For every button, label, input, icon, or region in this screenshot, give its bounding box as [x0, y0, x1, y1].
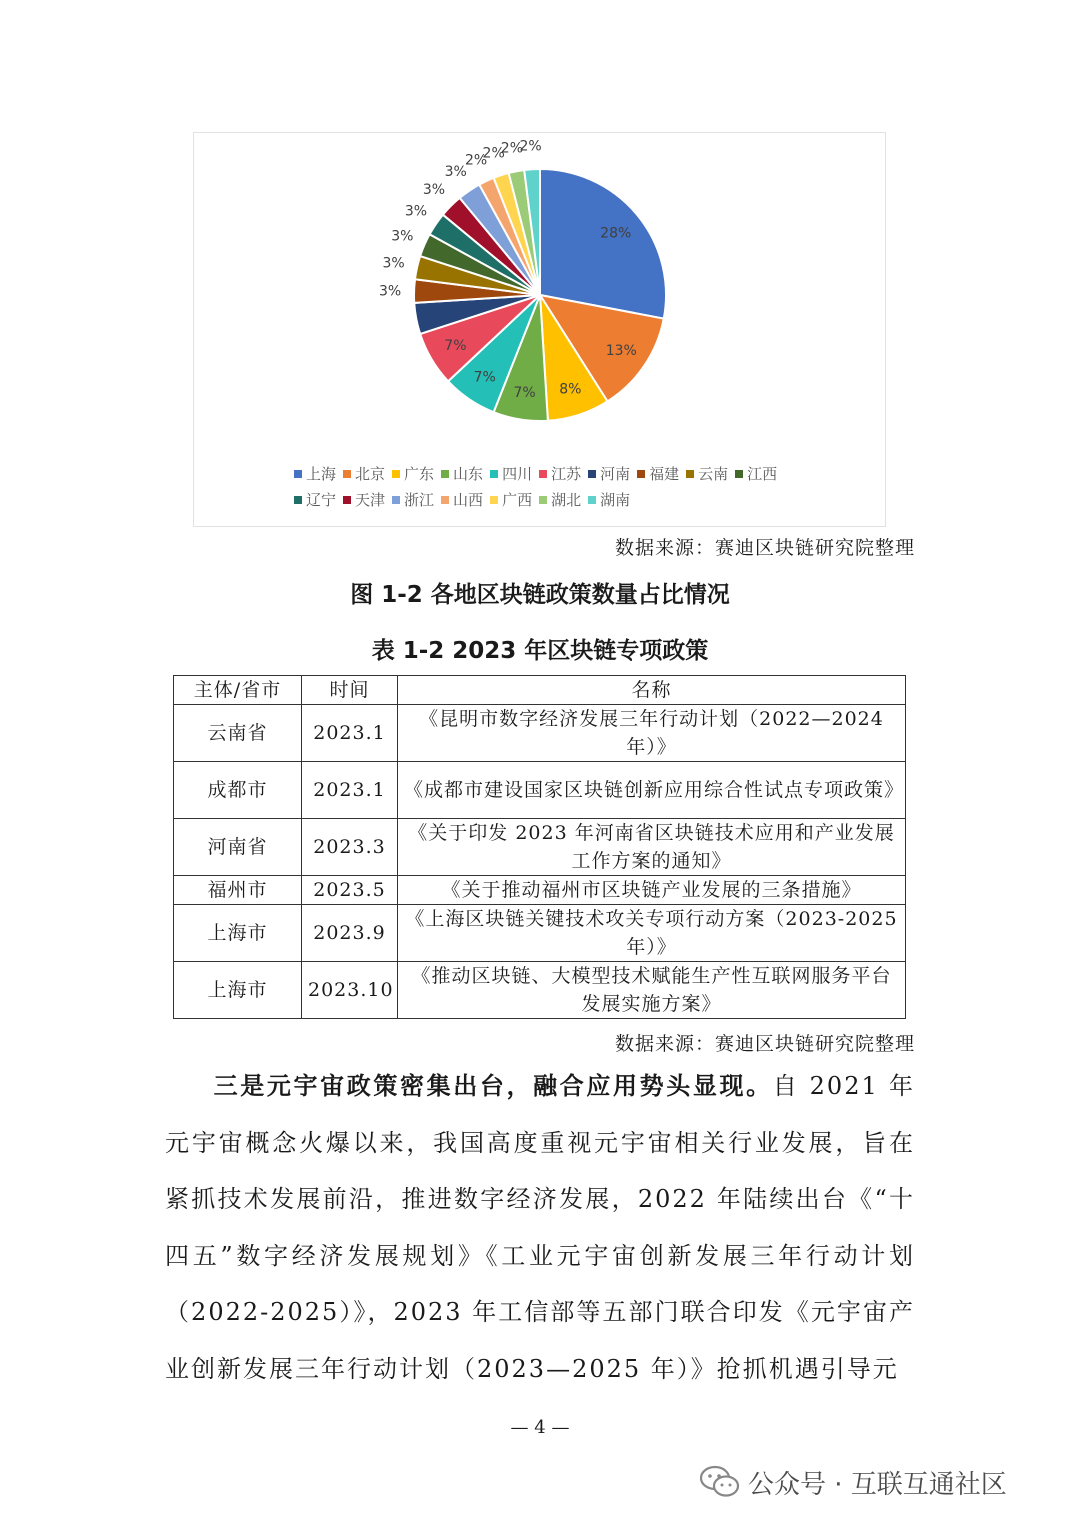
- legend-item: [343, 487, 385, 513]
- table-row: [174, 905, 906, 962]
- legend-swatch: [686, 470, 694, 478]
- paragraph-body: 自 2021 年元宇宙概念火爆以来，我国高度重视元宇宙相关行业发展，旨在紧抓技术发展前沿，推进数字经济发展，2022 年陆续出台《“十四五”数字经济发展规划》《工业元宇宙创新发展三年行动计划（2022-2025）》，2023 年工信部等五部门联合印发《元宇宙产业创新发展三年行动计划（2023—2025 年）》抢抓机遇引导元: [165, 1072, 915, 1383]
- table-source: 数据来源：赛迪区块链研究院整理: [614, 1033, 915, 1055]
- legend-item: [490, 461, 532, 487]
- legend-item: [343, 461, 385, 487]
- legend-label: 山东: [453, 465, 484, 483]
- cell-entity: 上海市: [174, 905, 302, 962]
- legend-label: 辽宁: [306, 491, 337, 509]
- cell-name: 《关于印发 2023 年河南省区块链技术应用和产业发展工作方案的通知》: [398, 819, 906, 876]
- body-paragraph: [165, 1058, 915, 1397]
- pie-label-湖南: 2%: [519, 138, 542, 155]
- cell-name: 《关于推动福州市区块链产业发展的三条措施》: [398, 876, 906, 905]
- legend-item: [588, 461, 630, 487]
- legend-swatch: [441, 470, 449, 478]
- pie-chart: [193, 132, 886, 527]
- pie-label-云南: 3%: [382, 255, 405, 272]
- legend-label: 四川: [502, 465, 533, 483]
- legend-item: [588, 487, 630, 513]
- pie-label-山东: 7%: [513, 385, 536, 402]
- legend-item: [490, 487, 532, 513]
- legend-item: [294, 487, 336, 513]
- legend-swatch: [343, 470, 351, 478]
- cell-time: 2023.10: [302, 962, 398, 1019]
- figure-caption: 图 1-2 各地区块链政策数量占比情况: [350, 582, 730, 608]
- legend-swatch: [735, 470, 743, 478]
- legend-label: 江西: [747, 465, 778, 483]
- legend-item: [735, 461, 777, 487]
- watermark-text: 公众号 · 互联互通社区: [748, 1469, 1007, 1500]
- legend-label: 云南: [698, 465, 729, 483]
- pie-label-四川: 7%: [473, 369, 496, 386]
- legend-label: 湖南: [600, 491, 631, 509]
- chart-legend: [294, 461, 814, 513]
- cell-name: 《推动区块链、大模型技术赋能生产性互联网服务平台发展实施方案》: [398, 962, 906, 1019]
- legend-swatch: [441, 496, 449, 504]
- legend-swatch: [490, 470, 498, 478]
- pie-label-山西: 2%: [465, 152, 488, 169]
- legend-swatch: [343, 496, 351, 504]
- cell-entity: 河南省: [174, 819, 302, 876]
- pie-label-北京: 13%: [605, 343, 637, 360]
- table-row: [174, 705, 906, 762]
- legend-swatch: [637, 470, 645, 478]
- table-row: [174, 762, 906, 819]
- pie-label-福建: 3%: [378, 283, 402, 300]
- pie-label-浙江: 3%: [444, 163, 467, 180]
- legend-label: 上海: [306, 465, 337, 483]
- table-row: [174, 962, 906, 1019]
- table-row: [174, 819, 906, 876]
- header-entity: 主体/省市: [174, 676, 302, 705]
- cell-name: 《上海区块链关键技术攻关专项行动方案（2023-2025 年）》: [398, 905, 906, 962]
- pie-label-广西: 2%: [482, 145, 505, 162]
- legend-label: 广西: [502, 491, 533, 509]
- header-time: 时间: [302, 676, 398, 705]
- pie-label-天津: 3%: [422, 181, 446, 198]
- wechat-icon: [700, 1465, 740, 1499]
- table-caption: 表 1-2 2023 年区块链专项政策: [371, 638, 709, 664]
- cell-entity: 上海市: [174, 962, 302, 1019]
- cell-entity: 成都市: [174, 762, 302, 819]
- policy-table: [173, 675, 906, 1019]
- cell-time: 2023.3: [302, 819, 398, 876]
- cell-time: 2023.1: [302, 762, 398, 819]
- legend-swatch: [539, 470, 547, 478]
- legend-label: 山西: [453, 491, 484, 509]
- legend-swatch: [588, 496, 596, 504]
- cell-time: 2023.5: [302, 876, 398, 905]
- pie-label-辽宁: 3%: [404, 203, 428, 220]
- legend-item: [392, 487, 434, 513]
- legend-label: 天津: [355, 491, 386, 509]
- legend-item: [441, 461, 483, 487]
- cell-entity: 福州市: [174, 876, 302, 905]
- table-row: [174, 876, 906, 905]
- legend-swatch: [588, 470, 596, 478]
- cell-time: 2023.1: [302, 705, 398, 762]
- pie-label-江苏: 7%: [444, 338, 467, 355]
- legend-item: [441, 487, 483, 513]
- legend-item: [539, 487, 581, 513]
- pie-slice-上海: [540, 169, 666, 319]
- pie-label-上海: 28%: [600, 225, 632, 242]
- page-number: — 4 —: [510, 1417, 570, 1438]
- paragraph-lead: 三是元宇宙政策密集出台，融合应用势头显现。: [213, 1072, 773, 1100]
- legend-label: 北京: [355, 465, 386, 483]
- cell-time: 2023.9: [302, 905, 398, 962]
- legend-item: [686, 461, 728, 487]
- table-header-row: [174, 676, 906, 705]
- cell-name: 《成都市建设国家区块链创新应用综合性试点专项政策》: [398, 762, 906, 819]
- legend-item: [294, 461, 336, 487]
- legend-label: 福建: [649, 465, 680, 483]
- header-name: 名称: [398, 676, 906, 705]
- figure-source: 数据来源：赛迪区块链研究院整理: [614, 537, 915, 559]
- legend-label: 河南: [600, 465, 631, 483]
- pie-label-广东: 8%: [559, 381, 582, 398]
- legend-swatch: [392, 496, 400, 504]
- watermark: [700, 1462, 1007, 1502]
- pie-chart-svg: [194, 133, 885, 463]
- cell-name: 《昆明市数字经济发展三年行动计划（2022—2024年）》: [398, 705, 906, 762]
- legend-item: [637, 461, 679, 487]
- legend-swatch: [392, 470, 400, 478]
- legend-label: 广东: [404, 465, 435, 483]
- cell-entity: 云南省: [174, 705, 302, 762]
- legend-label: 湖北: [551, 491, 582, 509]
- legend-item: [392, 461, 434, 487]
- legend-label: 浙江: [404, 491, 435, 509]
- legend-label: 江苏: [551, 465, 582, 483]
- legend-swatch: [490, 496, 498, 504]
- legend-swatch: [294, 496, 302, 504]
- legend-swatch: [539, 496, 547, 504]
- legend-item: [539, 461, 581, 487]
- pie-label-湖北: 2%: [500, 140, 524, 157]
- pie-label-江西: 3%: [391, 228, 414, 245]
- legend-swatch: [294, 470, 302, 478]
